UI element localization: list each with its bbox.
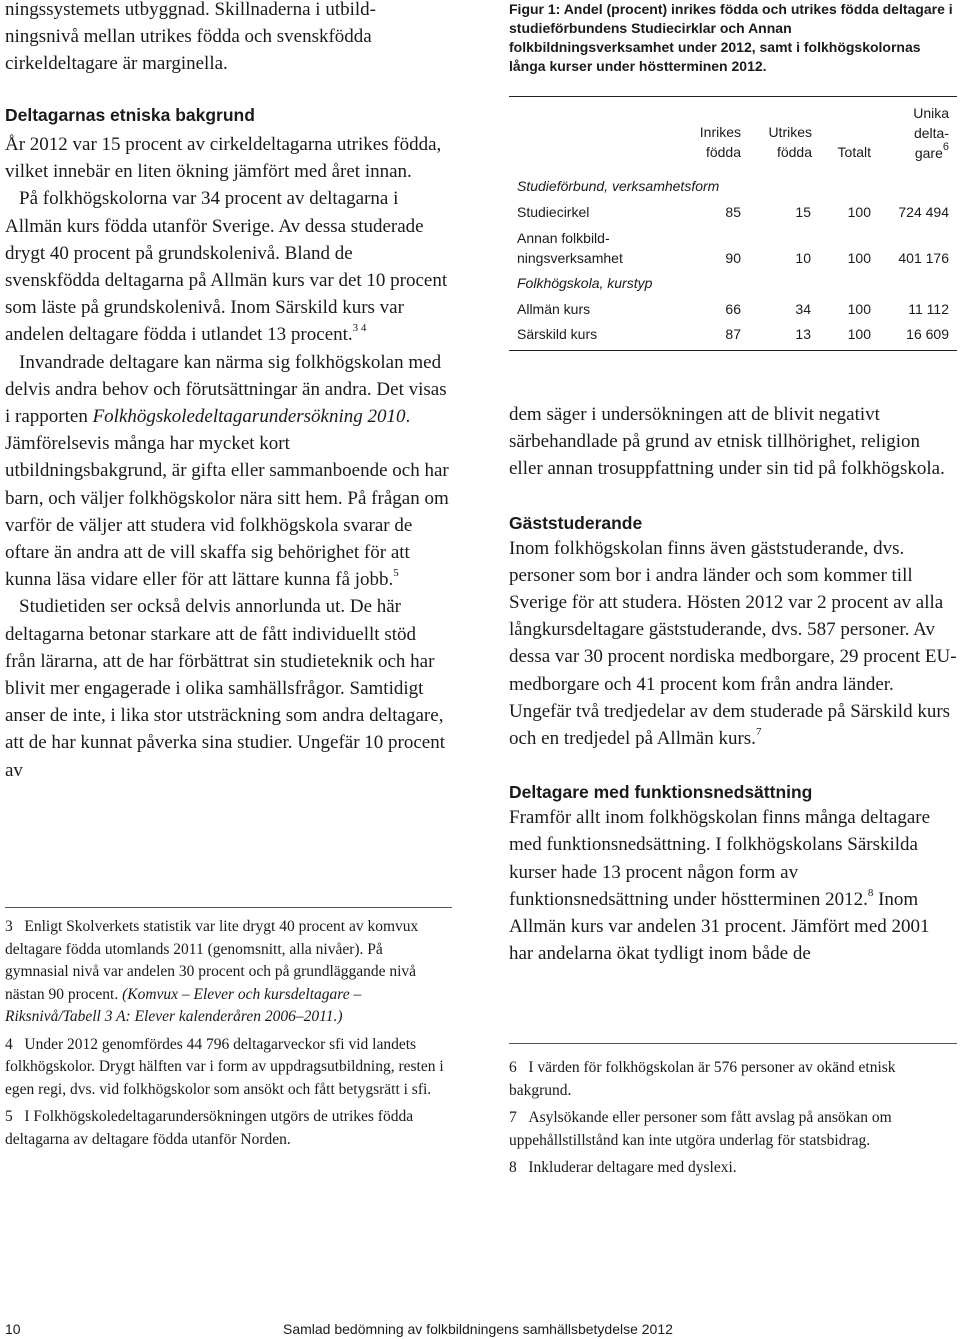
footnote-text: Enligt Skolverkets statistik var lite drygt 40 procent av komvux deltagare födda utomlands 2011 (genomsnitt, alla nivåer). På gymnasial nivå var andelen 30 procent och på grundläggande nivå nästan 90 procent. — [5, 918, 419, 1003]
footnote-number: 3 — [5, 918, 13, 935]
header-text: delta- — [913, 125, 949, 141]
cell-inrikes: 90 — [725, 250, 741, 266]
footnote-text: Under 2012 genomfördes 44 796 deltagarveckor sfi vid landets folkhögskolor. Drygt hälften var i form av uppdragsutbildning, resten i egen regi, dvs. vid folkhögskolor som ansökt och fått betygsrätt i sfi. — [5, 1035, 444, 1098]
header-text — [869, 143, 949, 163]
intro-line: ningsnivå mellan utrikes födda och svenskfödda — [5, 26, 372, 48]
paragraph — [509, 804, 957, 967]
header-text: gare — [914, 145, 943, 161]
footnote-text: I värden för folkhögskolan är 576 personer av okänd etnisk bakgrund. — [509, 1059, 896, 1099]
paragraph: År 2012 var 15 procent av cirkeldeltagarna utrikes födda, vilket innebär en liten ökning jämfört med året innan. — [5, 134, 442, 183]
cell-inrikes: 87 — [725, 326, 741, 342]
footnote-8 — [509, 1157, 957, 1180]
figure-table — [509, 96, 957, 351]
footnote-number: 5 — [5, 1108, 13, 1125]
footnote-6 — [509, 1057, 957, 1102]
paragraph — [5, 185, 450, 348]
section-heading-ethnic: Deltagarnas etniska bakgrund — [5, 105, 255, 125]
footnote-ref: 5 — [393, 566, 399, 579]
paragraph — [509, 535, 957, 753]
header-text: födda — [705, 144, 741, 160]
section-heading-disability: Deltagare med funktionsnedsättning — [509, 782, 813, 803]
intro-line: ningssystemets utbyggnad. Skillnaderna i utbild- — [5, 0, 376, 20]
intro-paragraph — [5, 0, 450, 78]
right-text — [509, 401, 957, 967]
paragraph-text: Inom Allmän kurs var andelen 31 procent. Jämfört med 2001 har andelarna ökat tydligt inom både de — [509, 888, 930, 965]
footnote-7 — [509, 1107, 957, 1152]
cell-unika: 11 112 — [908, 301, 949, 317]
paragraph-text: Invandrade deltagare kan närma sig folkhögskolan med delvis andra behov och förutsättningar än andra. Det visas i rapporten — [5, 351, 447, 428]
col-header-inrikes — [659, 122, 741, 162]
header-text: Utrikes — [768, 124, 812, 140]
footnote-ref: 3 4 — [352, 322, 367, 335]
row-label: Annan folkbild- — [517, 230, 610, 246]
cell-inrikes: 85 — [725, 204, 741, 220]
paragraph-text: Inom folkhögskolan finns även gäststuderande, dvs. personer som bor i andra länder och som kommer till Sverige för att studera. Hösten 2012 var 2 procent av alla långkursdeltagare gäststuderande, dvs. 587 personer. Av dessa var 30 procent nordiska medborgare, 29 procent EU-medborgare och 41 procent kom från andra länder. Ungefär två tredjedelar av dem studerade på Särskild kurs och en tredjedel på Allmän kurs. — [509, 537, 957, 750]
footnote-number: 6 — [509, 1059, 517, 1076]
row-label: ningsverksamhet — [517, 250, 623, 266]
footnote-4 — [5, 1034, 450, 1102]
footnote-number: 4 — [5, 1035, 13, 1053]
paragraph-text: . Jämförelsevis många har mycket kort utbildningsbakgrund, är gifta eller sammanboende och har barn, och väljer folkhögskolor nära sitt hem. På frågan om varför de väljer att studera vid folkhögskola svarar de oftare än andra att de vill skaffa sig behörighet för att kunna läsa vidare eller för att lättare kunna få jobb. — [5, 406, 449, 591]
paragraph — [5, 349, 450, 594]
cell-utrikes: 15 — [795, 204, 811, 220]
intro-line: cirkeldeltagare är marginella. — [5, 53, 228, 75]
cell-inrikes: 66 — [725, 301, 741, 317]
row-label: Allmän kurs — [517, 301, 591, 317]
footnote-ref: 6 — [942, 141, 949, 154]
table-group-label: Studieförbund, verksamhetsform — [517, 178, 720, 194]
footnote-text: Inkluderar deltagare med dyslexi. — [528, 1159, 737, 1176]
paragraph: Studietiden ser också delvis annorlunda ut. De här deltagarna betonar starkare att de fått individuellt stöd från lärarna, att de har förbättrat sin studieteknik och har blivit mer engagerade i olika samhällsfrågor. Samtidigt anser de inte, i lika stor utsträckning som andra deltagare, att de har kunnat påverka sina studier. Ungefär 10 procent av — [5, 596, 446, 781]
section-heading-guest: Gäststuderande — [509, 512, 643, 533]
footnote-number: 7 — [509, 1109, 517, 1126]
cell-totalt: 100 — [847, 326, 871, 342]
footnotes-right — [509, 1057, 957, 1180]
footnote-ref: 8 — [867, 886, 874, 899]
footnote-source: (Komvux – Elever och kursdeltagare – Riksnivå/Tabell 3 A: Elever kalenderåren 2006–2011.) — [5, 985, 362, 1025]
cell-totalt: 100 — [847, 250, 871, 266]
footnote-5 — [5, 1106, 450, 1151]
paragraph: dem säger i undersökningen att de blivit negativt särbehandlade på grund av etnisk tillhörighet, religion eller annan trosuppfattning under sin tid på folkhögskola. — [509, 404, 945, 480]
footnote-number: 8 — [509, 1159, 517, 1176]
footnotes-left — [5, 916, 450, 1151]
col-header-totalt — [799, 142, 871, 162]
footnote-ref: 7 — [755, 725, 762, 738]
cell-utrikes: 34 — [795, 301, 811, 317]
row-label: Särskild kurs — [517, 326, 598, 342]
cell-totalt: 100 — [847, 301, 871, 317]
figure-caption: Figur 1: Andel (procent) inrikes födda och utrikes födda deltagare i studieförbundens Studiecirklar och Annan folkbildningsverksamhet under 2012, samt i folkhögskolornas långa kurser under höstterminen 2012. — [509, 1, 953, 74]
paragraph-text: Framför allt inom folkhögskolan finns många deltagare med funktionsnedsättning. I folkhögskolans Särskilda kurser hade 13 procent någon form av funktionsnedsättning under höstterminen 2012. — [509, 807, 931, 910]
ethnic-text — [5, 131, 450, 784]
paragraph-text: På folkhögskolorna var 34 procent av deltagarna i Allmän kurs födda utanför Sverige. Av dessa studerade drygt 40 procent på grundskolenivå. Bland de svenskfödda deltagarna på Allmän kurs var det 10 procent som läste på grundskolenivå. Inom Särskild kurs var andelen deltagare födda i utlandet 13 procent. — [5, 188, 448, 346]
footnote-3 — [5, 916, 450, 1029]
footnote-text: I Folkhögskoledeltagarundersökningen utgörs de utrikes födda deltagarna av deltagare födda utanför Norden. — [5, 1108, 414, 1148]
footnote-divider — [5, 907, 452, 908]
cell-utrikes: 13 — [795, 326, 811, 342]
row-label: Studiecirkel — [517, 204, 590, 220]
col-header-unika — [869, 103, 949, 163]
page-number: 10 — [5, 1321, 21, 1337]
header-text: Inrikes — [699, 124, 741, 140]
cell-unika: 724 494 — [898, 204, 949, 220]
running-title: Samlad bedömning av folkbildningens samhällsbetydelse 2012 — [283, 1321, 673, 1337]
report-title: Folkhögskoledeltagarundersökning 2010 — [92, 406, 406, 428]
cell-totalt: 100 — [847, 204, 871, 220]
table-group-label: Folkhögskola, kurstyp — [517, 275, 653, 291]
cell-unika: 16 609 — [906, 326, 949, 342]
header-text: Unika — [913, 105, 949, 121]
cell-utrikes: 10 — [795, 250, 811, 266]
header-text: Totalt — [837, 144, 871, 160]
footnote-text: Asylsökande eller personer som fått avslag på ansökan om uppehållstillstånd kan inte utgöra underlag för statsbidrag. — [509, 1109, 892, 1149]
cell-unika: 401 176 — [898, 250, 949, 266]
footnote-divider — [509, 1043, 957, 1044]
header-text: födda — [776, 144, 812, 160]
